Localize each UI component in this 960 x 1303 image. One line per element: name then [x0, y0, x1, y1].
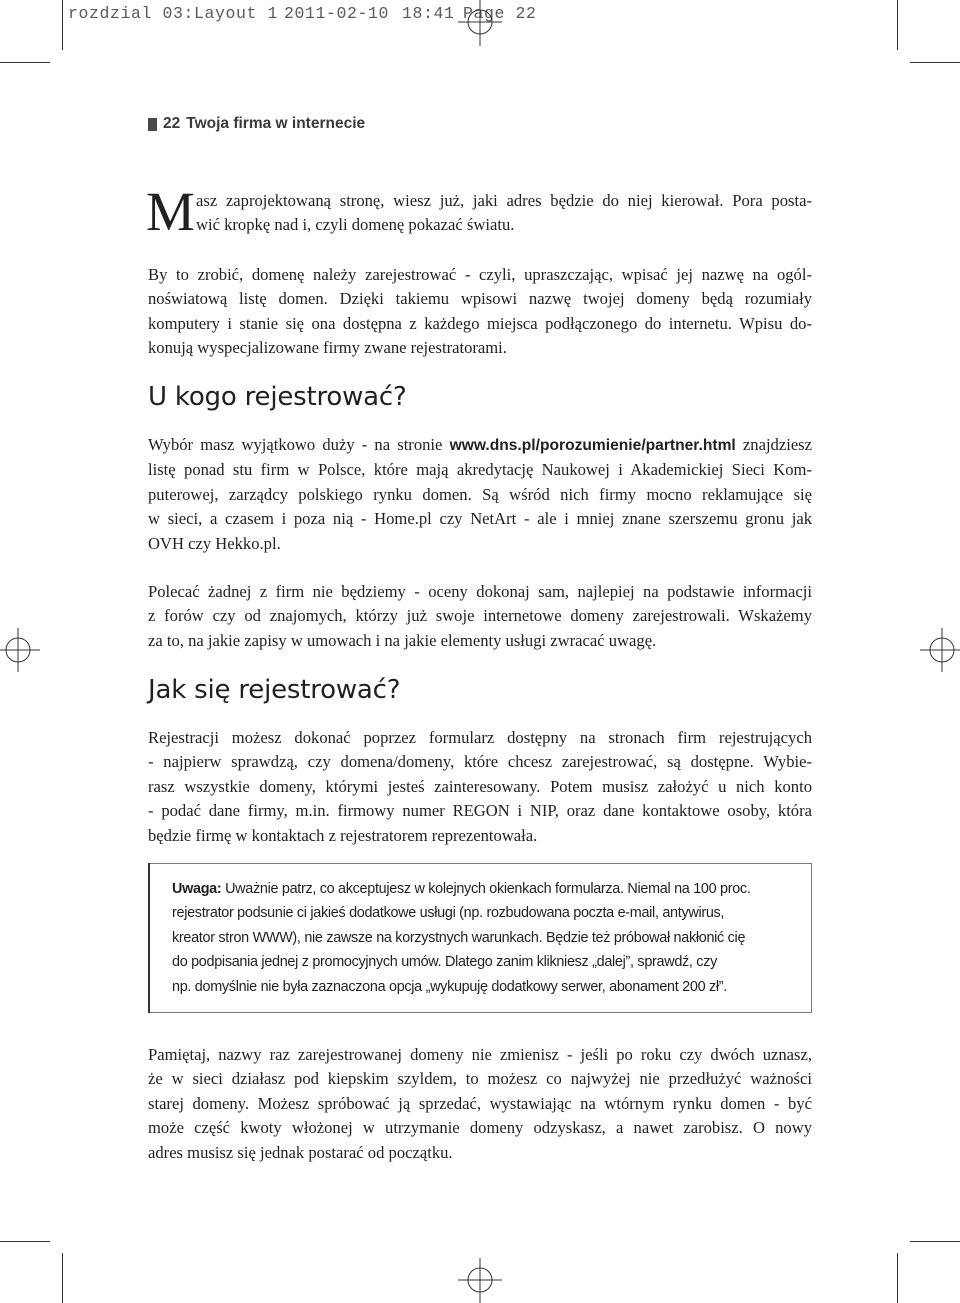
- paragraph-line: listę ponad stu firm w Polsce, które mają akredytację Naukowej i Akademickiej Sieci Kom-: [148, 460, 812, 480]
- note-label: Uwaga:: [172, 881, 222, 897]
- paragraph-line: Pamiętaj, nazwy raz zarejestrowanej domeny nie zmienisz - jeśli po roku czy dwóch uznasz,: [148, 1045, 812, 1064]
- slug-page: Page 22: [463, 4, 537, 23]
- paragraph-4: [148, 726, 812, 848]
- dns-partner-link[interactable]: www.dns.pl/porozumienie/partner.html: [449, 437, 736, 454]
- paragraph-line: komputery i stanie się ona dostępna z każdego miejsca podłączonego do internetu. Wpisu do-: [148, 313, 812, 333]
- heading-u-kogo-rejestrowac: U kogo rejestrować?: [148, 382, 407, 412]
- registration-mark-bottom: [458, 1258, 502, 1303]
- paragraph-line: puterowej, zarządcy polskiego rynku domen. Są wśród nich firmy mocno reklamujące się: [148, 484, 812, 504]
- slug-date: 2011-02-10: [284, 4, 390, 23]
- crop-mark-bottom-right-h: [910, 1241, 960, 1242]
- note-line: kreator stron WWW), nie zawsze na korzystnych warunkach. Będzie też próbował nakłonić cię: [172, 929, 746, 946]
- paragraph-line: starej domeny. Możesz spróbować ją sprzedać, wystawiając na wtórnym rynku domen - być: [148, 1093, 812, 1113]
- intro-line: asz zaprojektowaną stronę, wiesz już, jaki adres będzie do niej kierował. Pora posta-: [196, 191, 812, 210]
- paragraph-line: konują wyspecjalizowane firmy zwane rejestratorami.: [148, 338, 507, 358]
- paragraph-line: za to, na jakie zapisy w umowach i na jakie elementy usługi zwracać uwagę.: [148, 630, 657, 650]
- paragraph-line: noświatową listę domen. Dzięki takiemu wpisowi nazwę twojej domeny będą rozumiały: [148, 289, 812, 309]
- registration-mark-right: [916, 628, 960, 672]
- paragraph-line: OVH czy Hekko.pl.: [148, 533, 281, 553]
- note-line: do podpisania jednej z promocyjnych umów. Dlatego zanim klikniesz „dalej”, sprawdź, czy: [172, 954, 717, 971]
- crop-mark-top-right-v: [897, 0, 898, 50]
- header-square-marker: [148, 118, 157, 131]
- text-run: znajdziesz: [735, 435, 813, 454]
- note-line: rejestrator podsunie ci jakieś dodatkowe usługi (np. rozbudowana poczta e-mail, antywirus,: [172, 905, 725, 922]
- paragraph-line: może część kwoty włożonej w utrzymanie domeny odzyskasz, a nawet zarobisz. O nowy: [148, 1118, 812, 1138]
- crop-mark-top-left-h: [0, 62, 50, 63]
- crop-mark-top-right-h: [910, 62, 960, 63]
- paragraph-line: że w sieci działasz pod kiepskim szyldem, to możesz co najwyżej nie przedłużyć ważności: [148, 1069, 812, 1089]
- text-run: Wybór masz wyjątkowo duży - na stronie: [148, 435, 450, 454]
- paragraph-line: - najpierw sprawdzą, czy domena/domeny, które chcesz zarejestrować, są dostępne. Wybie-: [148, 752, 812, 772]
- paragraph-line: będzie firmę w kontaktach z rejestratorem reprezentowała.: [148, 825, 538, 845]
- intro-line: wić kropkę nad i, czyli domenę pokazać światu.: [196, 215, 515, 235]
- paragraph-line: By to zrobić, domenę należy zarejestrować - czyli, upraszczając, wpisać jej nazwę na ogól-: [148, 265, 812, 284]
- paragraph-line: z forów czy od znajomych, którzy już swoje internetowe domeny zarejestrowali. Wskażemy: [148, 606, 812, 626]
- paragraph-line: - podać dane firmy, m.in. firmowy numer REGON i NIP, oraz dane kontaktowe osoby, która: [148, 801, 812, 821]
- note-line: [172, 877, 772, 901]
- heading-jak-sie-rejestrowac: Jak się rejestrować?: [148, 675, 401, 705]
- crop-mark-bottom-left-v: [62, 1253, 63, 1303]
- registration-mark-left: [0, 628, 44, 672]
- paragraph-2: [148, 433, 812, 556]
- running-header: [148, 112, 365, 136]
- note-box-accent-bar: [148, 863, 150, 1013]
- note-line: np. domyślnie nie była zaznaczona opcja „wykupuję dodatkowy serwer, abonament 200 zł”.: [172, 978, 727, 995]
- section-title: Twoja firma w internecie: [186, 115, 366, 132]
- paragraph-1: [148, 263, 812, 361]
- paragraph-line: [148, 433, 812, 458]
- page-number: 22: [163, 115, 181, 132]
- paragraph-line: rasz wszystkie domeny, którymi jesteś zainteresowany. Potem musisz założyć u nich konto: [148, 776, 812, 796]
- paragraph-line: Rejestracji możesz dokonać poprzez formularz dostępny na stronach firm rejestrujących: [148, 728, 812, 747]
- registration-mark-top: [458, 0, 502, 46]
- note-text: [172, 877, 772, 999]
- crop-mark-bottom-left-h: [0, 1241, 50, 1242]
- intro-paragraph: [196, 189, 812, 238]
- slug-time: 18:41: [402, 4, 455, 23]
- paragraph-line: adres musisz się jednak postarać od początku.: [148, 1142, 453, 1162]
- text-run: Uważnie patrz, co akceptujesz w kolejnych okienkach formularza. Niemal na 100 proc.: [221, 881, 751, 897]
- paragraph-line: Polecać żadnej z firm nie będziemy - oceny dokonaj sam, najlepiej na podstawie informacji: [148, 582, 812, 601]
- paragraph-3: [148, 580, 812, 653]
- drop-cap: M: [146, 181, 195, 242]
- crop-mark-bottom-right-v: [897, 1253, 898, 1303]
- paragraph-5: [148, 1043, 812, 1165]
- paragraph-line: w sieci, a czasem i poza nią - Home.pl czy NetArt - ale i mniej znane szerszemu gronu jak: [148, 509, 812, 529]
- slug-file: rozdzial 03:Layout 1: [68, 4, 279, 23]
- crop-mark-top-left-v: [62, 0, 63, 50]
